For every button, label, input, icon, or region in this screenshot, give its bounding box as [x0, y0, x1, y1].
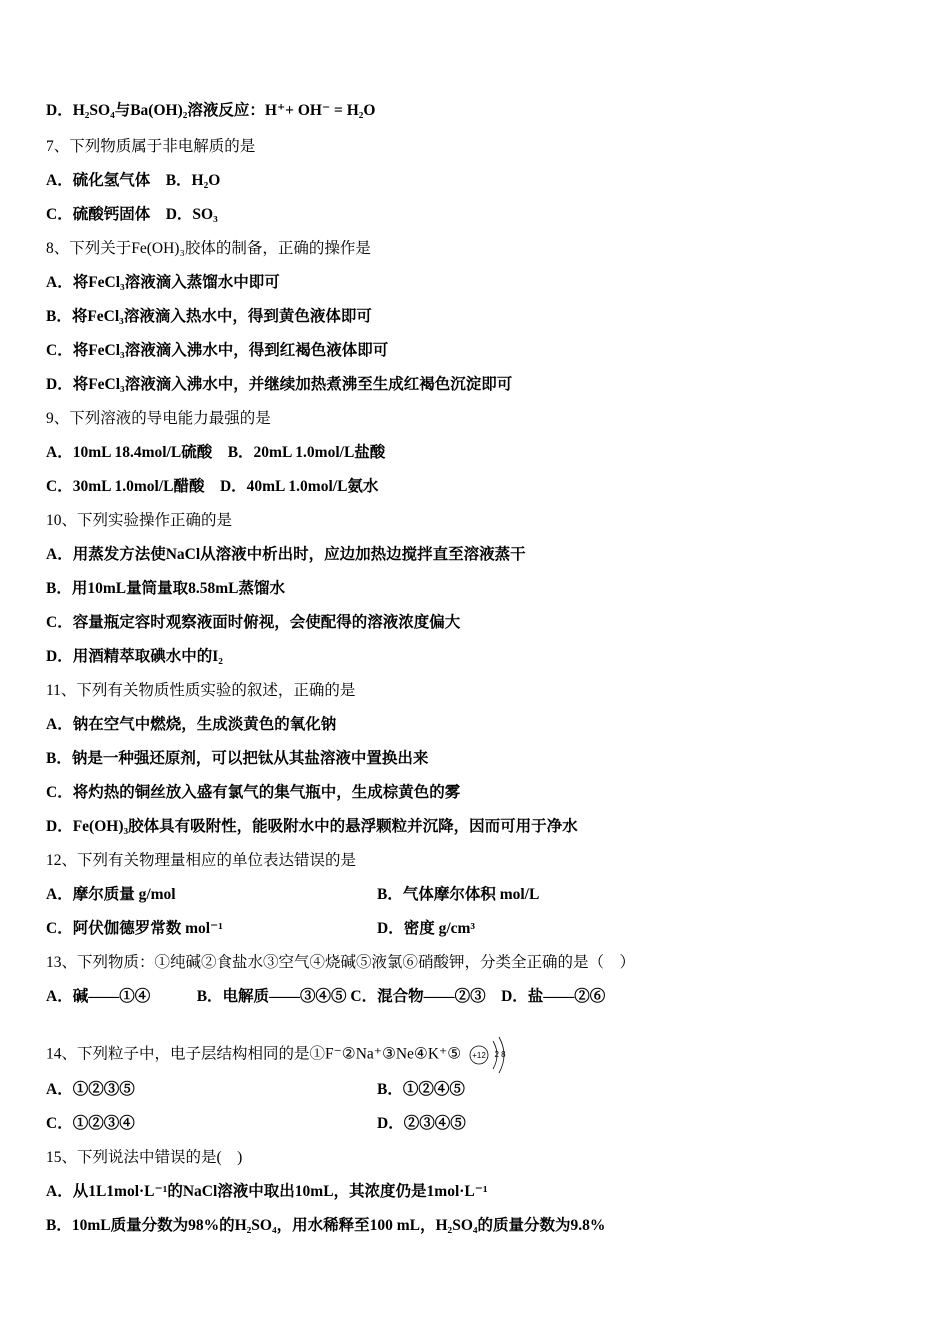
atom-structure-diagram [469, 1033, 515, 1077]
q8-option-c: C．将FeCl₃溶液滴入沸水中，得到红褐色液体即可 [46, 342, 389, 359]
q14-option-d: D．②③④⑤ [377, 1115, 466, 1132]
q8-option-b: B．将FeCl₃溶液滴入热水中，得到黄色液体即可 [46, 308, 372, 325]
q14-option-a: A．①②③⑤ [46, 1081, 135, 1098]
q13-question: 13、下列物质：①纯碱②食盐水③空气④烧碱⑤液氯⑥硝酸钾，分类全正确的是（ ） [46, 954, 636, 971]
q7-options-cd: C．硫酸钙固体 D．SO₃ [46, 206, 218, 223]
q9-options-ab: A．10mL 18.4mol/L硫酸 B．20mL 1.0mol/L盐酸 [46, 444, 386, 461]
q15-option-a: A．从1L1mol·L⁻¹的NaCl溶液中取出10mL，其浓度仍是1mol·L⁻¹ [46, 1183, 488, 1200]
q10-option-a: A．用蒸发方法使NaCl从溶液中析出时，应边加热边搅拌直至溶液蒸干 [46, 546, 526, 563]
q14-question-row [46, 1033, 515, 1077]
q11-option-c: C．将灼热的铜丝放入盛有氯气的集气瓶中，生成棕黄色的雾 [46, 784, 461, 801]
q14-option-c: C．①②③④ [46, 1115, 135, 1132]
q10-option-b: B．用10mL量筒量取8.58mL蒸馏水 [46, 580, 285, 597]
q15-option-b: B．10mL质量分数为98%的H₂SO₄，用水稀释至100 mL，H₂SO₄的质量分数为9.8% [46, 1217, 606, 1234]
q8-option-a: A．将FeCl₃溶液滴入蒸馏水中即可 [46, 274, 280, 291]
q10-question: 10、下列实验操作正确的是 [46, 512, 233, 529]
q11-question: 11、下列有关物质性质实验的叙述，正确的是 [46, 682, 356, 699]
q10-option-d: D．用酒精萃取碘水中的I₂ [46, 648, 223, 665]
q7-options-ab: A．硫化氢气体 B．H₂O [46, 172, 221, 189]
q12-option-a: A．摩尔质量 g/mol [46, 886, 176, 903]
q15-question: 15、下列说法中错误的是( ) [46, 1149, 243, 1166]
q11-option-d: D．Fe(OH)₃胶体具有吸附性，能吸附水中的悬浮颗粒并沉降，因而可用于净水 [46, 818, 578, 835]
q13-options: A．碱——①④ B．电解质——③④⑤ C．混合物——②③ D．盐——②⑥ [46, 988, 606, 1005]
q8-question: 8、下列关于Fe(OH)₃胶体的制备，正确的操作是 [46, 240, 371, 257]
q11-option-a: A．钠在空气中燃烧，生成淡黄色的氧化钠 [46, 716, 337, 733]
q12-option-c: C．阿伏伽德罗常数 mol⁻¹ [46, 920, 223, 937]
q9-question: 9、下列溶液的导电能力最强的是 [46, 410, 271, 427]
q7-question: 7、下列物质属于非电解质的是 [46, 138, 256, 155]
q6-option-d: D．H₂SO₄与Ba(OH)₂溶液反应：H⁺+ OH⁻ = H₂O [46, 102, 376, 119]
q8-option-d: D．将FeCl₃溶液滴入沸水中，并继续加热煮沸至生成红褐色沉淀即可 [46, 376, 513, 393]
q14-question: 14、下列粒子中，电子层结构相同的是①F⁻②Na⁺③Ne④K⁺⑤ [46, 1045, 462, 1063]
q12-option-d: D．密度 g/cm³ [377, 920, 476, 937]
atom-shells-label: 2 8 [494, 1050, 506, 1059]
q11-option-b: B．钠是一种强还原剂，可以把钛从其盐溶液中置换出来 [46, 750, 429, 767]
atom-nucleus-label: +12 [472, 1051, 486, 1060]
q12-question: 12、下列有关物理量相应的单位表达错误的是 [46, 852, 357, 869]
q10-option-c: C．容量瓶定容时观察液面时俯视，会使配得的溶液浓度偏大 [46, 614, 461, 631]
q14-option-b: B．①②④⑤ [377, 1081, 465, 1098]
q9-options-cd: C．30mL 1.0mol/L醋酸 D．40mL 1.0mol/L氨水 [46, 478, 379, 495]
q12-option-b: B．气体摩尔体积 mol/L [377, 886, 540, 903]
